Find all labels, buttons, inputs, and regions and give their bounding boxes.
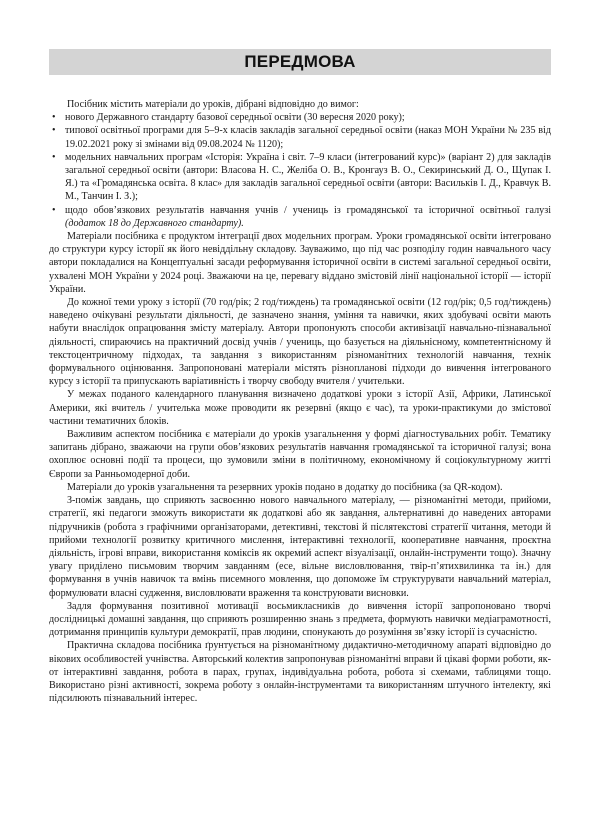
list-item — [65, 124, 551, 150]
document-body — [49, 98, 551, 705]
body-paragraph: Практична складова посібника ґрунтується на різноманітному дидактично-методичному апараті відповідно до вікових особливостей учнівства. Авторський колектив запропонував різноманітні вправи й цікаві форми роботи, як-от інтерактивні завдання, робота в парах, групах, індивідуальна робота, робота зі схемами, таблицями тощо. Використано різні активності, зокрема роботу з онлайн-інструментами та використанням штучного інтелекту, які підсилюють пізнавальний інтерес. — [49, 640, 551, 705]
body-paragraph: Задля формування позитивної мотивації восьмикласників до вивчення історії запропоновано творчі дослідницькі домашні завдання, що сприяють розширенню знань з предмета, формують навички медіаграмотності, дотримання принципів культури демократії, прав людини, спонукають до розуміння зв’язку історії із сучасністю. — [49, 600, 551, 639]
list-item-note: (додаток 18 до Державного стандарту). — [65, 217, 244, 229]
body-paragraph: З-поміж завдань, що сприяють засвоєнню нового навчального матеріалу, — різноманітні методи, прийоми, стратегії, які педагоги зможуть використати як додаткові або як завдання, альтернативні до наведених авторами підручників (робота з графічними організаторами, детективні, текстові й післятекстові стратегії читання, методи й прийоми технології розвитку критичного мислення, інтерактивні технології, кооперативне навчання, проєктна діяльність, ігрові вправи, використання коміксів як окремий аспект візуалізації, онлайн-інструменти тощо). Значну увагу приділено письмовим творчим завданням (есе, вільне висловлювання, твір-п’ятихвилинка та ін.) для формування в учнів навичок та вмінь писемного мовлення, що допоможе їм структурувати навчальний матеріал, формулювати власні судження, висловлювати враження та конструювати висновки. — [49, 495, 551, 599]
list-item-text: типової освітньої програми для 5–9-х класів закладів загальної середньої освіти (наказ МОН України № 235 від 19.02.2021 року зі змінами від 09.08.2024 № 1120); — [65, 125, 551, 150]
list-item — [65, 151, 551, 204]
intro-lead: Посібник містить матеріали до уроків, дібрані відповідно до вимог: — [67, 99, 359, 110]
list-item-text: модельних навчальних програм «Історія: Україна і світ. 7–9 класи (інтегрований курс)» (варіант 2) для закладів загальної середньої освіти (автори: Власова Н. С., Желіба О. В., Кронгауз В. О., Секиринський Д. О., Щупак І. Я.) та «Громадянська освіта. 8 клас» для закладів загальної середньої освіти (автори: Васильків І. Д., Кравчук В. М., Танчин І. З.); — [65, 151, 551, 203]
body-paragraph: До кожної теми уроку з історії (70 год/рік; 2 год/тиждень) та громадянської освіти (12 год/рік; 0,5 год/тиждень) наведено очікувані результати діяльності, де зазначено знання, уміння та навички, яких здобувачі освіти мають набути внаслідок опрацювання змісту матеріалу. Автори пропонують способи активізації навчально-пізнавальної діяльності, спираючись на практичний досвід учнів / учениць, що базується на діяльнісному, компетентнісному й текстоцентричному підходах, та завдання з використанням різноманітних технологій навчання, технік формувального оцінювання. Запропоновані матеріали містять різнопланові підходи до вивчення інтегрованого курсу з історії та припускають варіативність і творчу свободу вчителя / учительки. — [49, 297, 551, 388]
list-item-text: нового Державного стандарту базової середньої освіти (30 вересня 2020 року); — [65, 112, 405, 124]
list-item — [65, 111, 551, 124]
page-title: ПЕРЕДМОВА — [244, 52, 356, 71]
body-paragraph: Важливим аспектом посібника є матеріали до уроків узагальнення у формі діагностувальних робіт. Тематику запитань дібрано, зважаючи на групи обов’язкових результатів навчання громадянської та історичної галузі; вона охоплює основні події та процеси, що зумовили зміни в політичному, економічному й соціокультурному житті Європи за Ранньомодерної доби. — [49, 429, 551, 480]
list-item-text: щодо обов’язкових результатів навчання учнів / учениць із громадянської та історичної освітньої галузі — [65, 204, 551, 216]
requirements-list — [49, 111, 551, 230]
body-paragraph: Матеріали до уроків узагальнення та резервних уроків подано в додатку до посібника (за QR-кодом). — [67, 481, 503, 493]
list-item — [65, 204, 551, 230]
body-paragraph: У межах поданого календарного планування визначено додаткові уроки з історії Азії, Африки, Латинської Америки, які вчитель / учителька може проводити як резервні (якщо є час), та уроки-практикуми до змістової частини тематичних блоків. — [49, 389, 551, 427]
title-bar — [49, 49, 551, 75]
body-paragraph: Матеріали посібника є продуктом інтеграції двох модельних програм. Уроки громадянської освіти інтегровано до структури курсу історії як його невіддільну складову. Зауважимо, що під час розподілу годин навчального часу автори покладалися на Концептуальні засади реформування історичної освіти в системі загальної середньої освіти, ухвалені МОН України у 2024 році. Зважаючи на це, перевагу віддано змістовій лінії національної історії — історії України. — [49, 231, 551, 295]
